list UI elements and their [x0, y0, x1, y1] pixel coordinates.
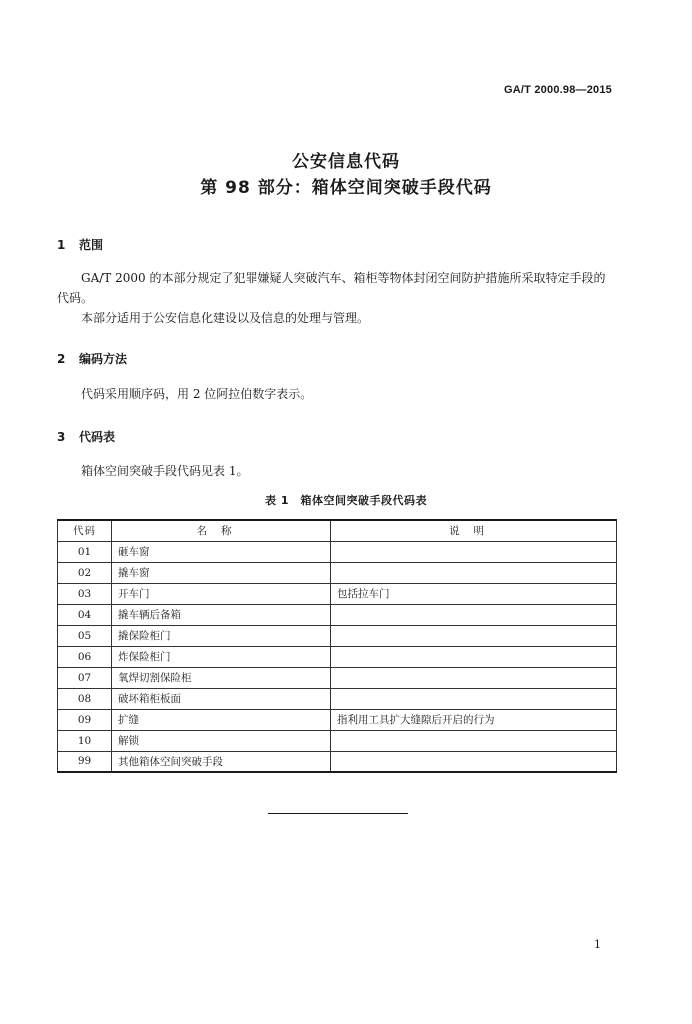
table-row [58, 583, 617, 604]
cell-name: 砸车窗 [112, 541, 331, 562]
cell-code: 09 [58, 709, 112, 730]
section-heading-coding [57, 350, 127, 367]
table-row [58, 709, 617, 730]
header-name: 名称 [112, 520, 331, 541]
paragraph-scope-1: GA/T 2000 的本部分规定了犯罪嫌疑人突破汽车、箱柜等物体封闭空间防护措施所采取特定手段的代码。 [57, 271, 606, 305]
cell-name: 开车门 [112, 583, 331, 604]
section-heading-scope [57, 236, 103, 253]
cell-code: 03 [58, 583, 112, 604]
header-note: 说明 [331, 520, 617, 541]
cell-code: 99 [58, 751, 112, 772]
cell-note [331, 562, 617, 583]
cell-code: 05 [58, 625, 112, 646]
cell-name: 其他箱体空间突破手段 [112, 751, 331, 772]
paragraph-coding: 代码采用顺序码，用 2 位阿拉伯数字表示。 [81, 387, 313, 401]
cell-code: 10 [58, 730, 112, 751]
standard-number: GA/T 2000.98—2015 [504, 84, 612, 96]
section-heading-table [57, 428, 115, 445]
end-rule [268, 813, 408, 814]
section-title: 代码表 [79, 430, 116, 444]
table-row [58, 625, 617, 646]
cell-code: 01 [58, 541, 112, 562]
section-number: 3 [57, 430, 66, 444]
table-caption: 表 1 箱体空间突破手段代码表 [265, 494, 427, 507]
cell-name: 撬车窗 [112, 562, 331, 583]
section-number: 1 [57, 238, 66, 252]
table-row [58, 604, 617, 625]
section-number: 2 [57, 352, 66, 366]
paragraph-scope-2: 本部分适用于公安信息化建设以及信息的处理与管理。 [81, 311, 370, 325]
cell-name: 扩缝 [112, 709, 331, 730]
header-code: 代码 [58, 520, 112, 541]
table-row [58, 688, 617, 709]
page-number: 1 [594, 938, 601, 951]
document-title: 公安信息代码 [292, 152, 400, 172]
cell-code: 07 [58, 667, 112, 688]
section-title: 范围 [79, 238, 104, 252]
cell-code: 02 [58, 562, 112, 583]
paragraph-table-ref: 箱体空间突破手段代码见表 1。 [81, 464, 249, 478]
table-row [58, 562, 617, 583]
cell-note [331, 646, 617, 667]
cell-name: 氧焊切割保险柜 [112, 667, 331, 688]
table-header-row [58, 520, 617, 541]
cell-code: 06 [58, 646, 112, 667]
table-row [58, 541, 617, 562]
table-row [58, 646, 617, 667]
cell-name: 炸保险柜门 [112, 646, 331, 667]
cell-note [331, 541, 617, 562]
section-title: 编码方法 [79, 352, 128, 366]
cell-note: 包括拉车门 [331, 583, 617, 604]
cell-note [331, 688, 617, 709]
cell-note [331, 751, 617, 772]
table-row [58, 667, 617, 688]
cell-note [331, 667, 617, 688]
cell-note [331, 625, 617, 646]
cell-name: 破坏箱柜板面 [112, 688, 331, 709]
cell-name: 撬保险柜门 [112, 625, 331, 646]
cell-note: 指利用工具扩大缝隙后开启的行为 [331, 709, 617, 730]
cell-note [331, 730, 617, 751]
cell-code: 08 [58, 688, 112, 709]
cell-name: 撬车辆后备箱 [112, 604, 331, 625]
cell-code: 04 [58, 604, 112, 625]
cell-name: 解锁 [112, 730, 331, 751]
table-row [58, 751, 617, 772]
code-table [57, 519, 617, 773]
cell-note [331, 604, 617, 625]
document-subtitle: 第 98 部分：箱体空间突破手段代码 [200, 178, 492, 198]
table-row [58, 730, 617, 751]
